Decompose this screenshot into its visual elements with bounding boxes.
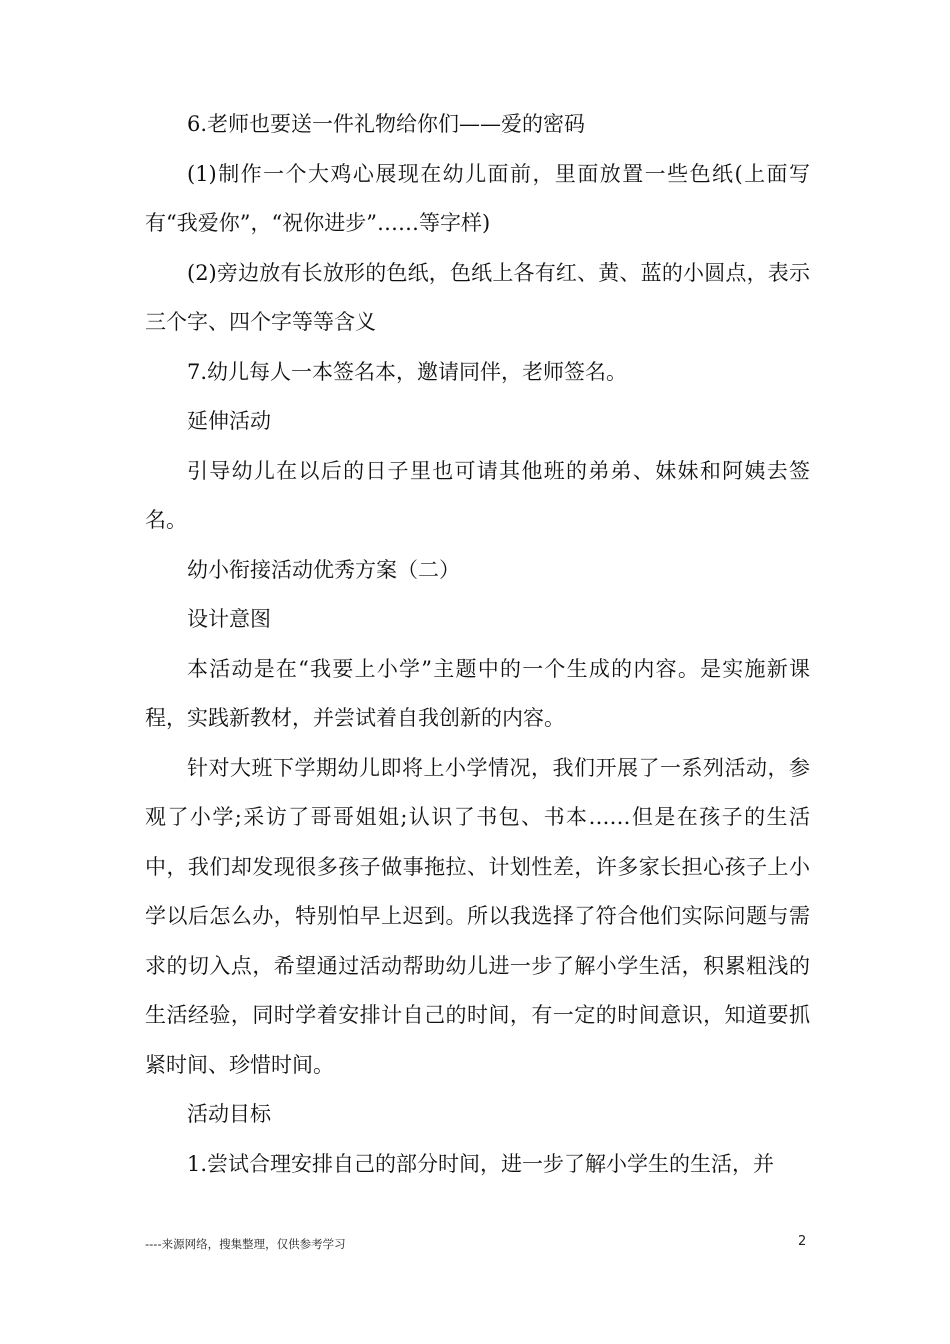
heading-design-intent: 设计意图 xyxy=(187,607,271,631)
page-number: 2 xyxy=(798,1234,807,1249)
section-title-plan-two: 幼小衔接活动优秀方案（二） xyxy=(187,557,460,582)
document-body xyxy=(145,100,810,1189)
paragraph-gift-item: 6.老师也要送一件礼物给你们——爱的密码 xyxy=(187,112,586,136)
footer-source-note: ----来源网络，搜集整理，仅供参考学习 xyxy=(145,1237,346,1251)
paragraph-heart-box: (1)制作一个大鸡心展现在幼儿面前，里面放置一些色纸(上面写有“我爱你”，“祝你进步”……等字样) xyxy=(145,161,810,235)
paragraph-extension: 引导幼儿在以后的日子里也可请其他班的弟弟、妹妹和阿姨去签名。 xyxy=(145,458,810,532)
paragraph-color-paper: (2)旁边放有长放形的色纸，色纸上各有红、黄、蓝的小圆点，表示三个字、四个字等等含义 xyxy=(145,260,810,334)
paragraph-goal-one: 1.尝试合理安排自己的部分时间，进一步了解小学生的生活，并 xyxy=(187,1151,775,1176)
heading-extension-activity: 延伸活动 xyxy=(187,409,271,433)
paragraph-signature-book: 7.幼儿每人一本签名本，邀请同伴，老师签名。 xyxy=(187,359,628,384)
heading-activity-goals: 活动目标 xyxy=(187,1102,271,1126)
paragraph-intent-detail: 针对大班下学期幼儿即将上小学情况，我们开展了一系列活动，参观了小学;采访了哥哥姐姐;认识了书包、书本……但是在孩子的生活中，我们却发现很多孩子做事拖拉、计划性差，许多家长担心孩子上小学以后怎么办，特别怕早上迟到。所以我选择了符合他们实际问题与需求的切入点，希望通过活动帮助幼儿进一步了解小学生活，积累粗浅的生活经验，同时学着安排计自己的时间，有一定的时间意识，知道要抓紧时间、珍惜时间。 xyxy=(145,755,810,1077)
paragraph-intent-summary: 本活动是在“我要上小学”主题中的一个生成的内容。是实施新课程，实践新教材，并尝试着自我创新的内容。 xyxy=(145,656,810,730)
